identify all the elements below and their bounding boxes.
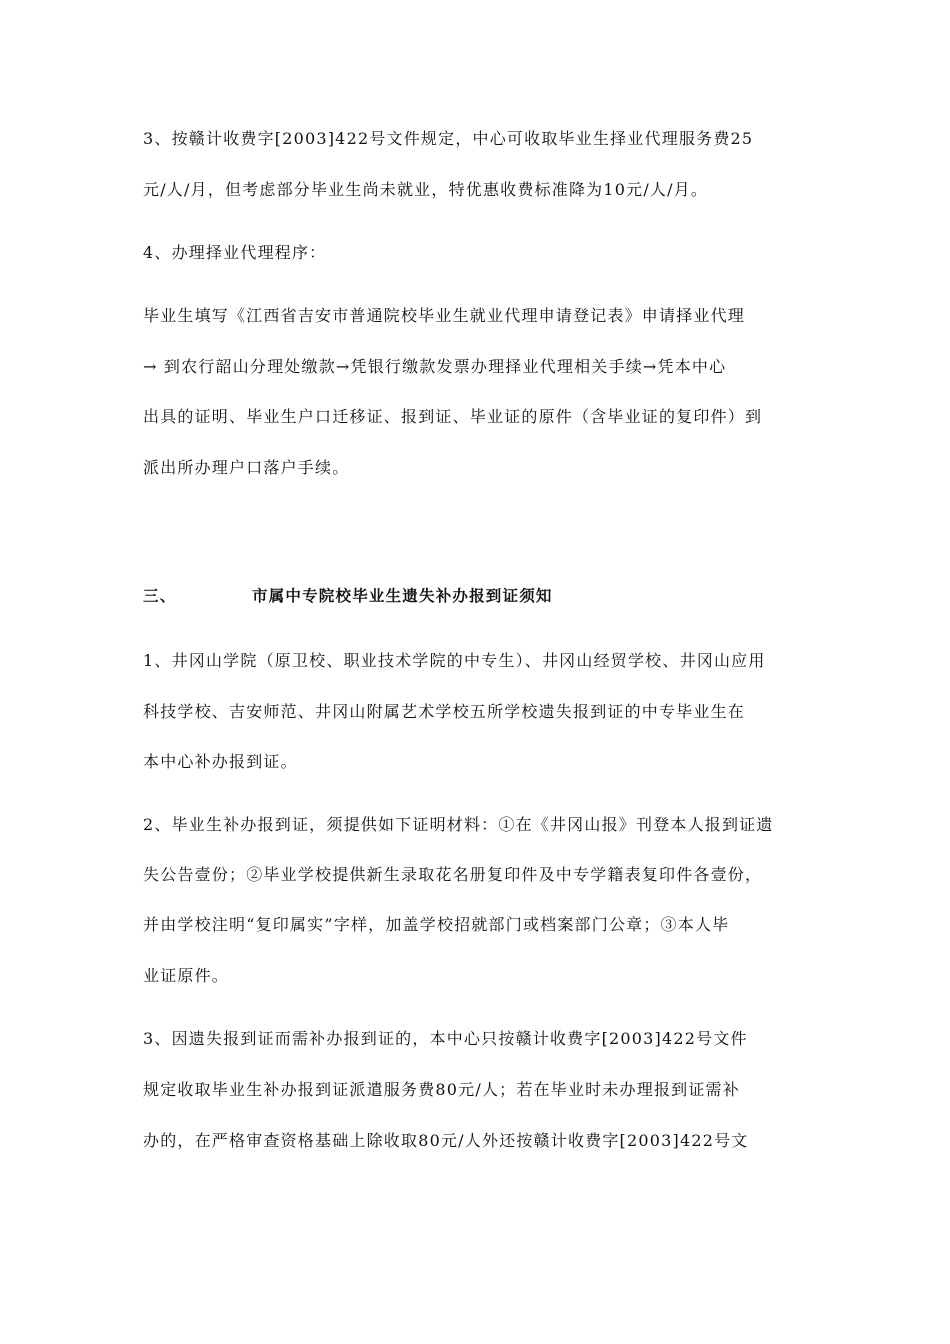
paragraph-line: 业证原件。 [143,966,230,985]
paragraph-line: 本中心补办报到证。 [143,752,298,771]
section-number: 三、 [143,587,177,605]
paragraph-line: 出具的证明、毕业生户口迁移证、报到证、毕业证的原件（含毕业证的复印件）到 [143,407,763,426]
paragraph-line: 1、井冈山学院（原卫校、职业技术学院的中专生）、井冈山经贸学校、井冈山应用 [143,651,766,670]
section-title: 市属中专院校毕业生遗失补办报到证须知 [252,587,553,605]
paragraph-line: 2、毕业生补办报到证，须提供如下证明材料：①在《井冈山报》刊登本人报到证遗 [143,815,774,834]
paragraph-line: 科技学校、吉安师范、井冈山附属艺术学校五所学校遗失报到证的中专毕业生在 [143,702,746,721]
paragraph-line: 失公告壹份；②毕业学校提供新生录取花名册复印件及中专学籍表复印件各壹份， [143,865,763,884]
paragraph-line: 3、因遗失报到证而需补办报到证的，本中心只按赣计收费字[2003]422号文件 [143,1029,748,1048]
paragraph-line: 派出所办理户口落户手续。 [143,458,350,477]
paragraph-line: 办的，在严格审查资格基础上除收取80元/人外还按赣计收费字[2003]422号文 [143,1131,749,1150]
paragraph-line: → 到农行韶山分理处缴款→凭银行缴款发票办理择业代理相关手续→凭本中心 [143,357,727,376]
paragraph-line: 毕业生填写《江西省吉安市普通院校毕业生就业代理申请登记表》申请择业代理 [143,306,746,325]
paragraph-line: 4、办理择业代理程序： [143,243,327,262]
paragraph-line: 3、按赣计收费字[2003]422号文件规定，中心可收取毕业生择业代理服务费25 [143,129,754,148]
paragraph-line: 规定收取毕业生补办报到证派遣服务费80元/人；若在毕业时未办理报到证需补 [143,1080,740,1099]
paragraph-line: 并由学校注明“复印属实”字样，加盖学校招就部门或档案部门公章；③本人毕 [143,915,730,934]
paragraph-line: 元/人/月，但考虑部分毕业生尚未就业，特优惠收费标准降为10元/人/月。 [143,180,709,199]
